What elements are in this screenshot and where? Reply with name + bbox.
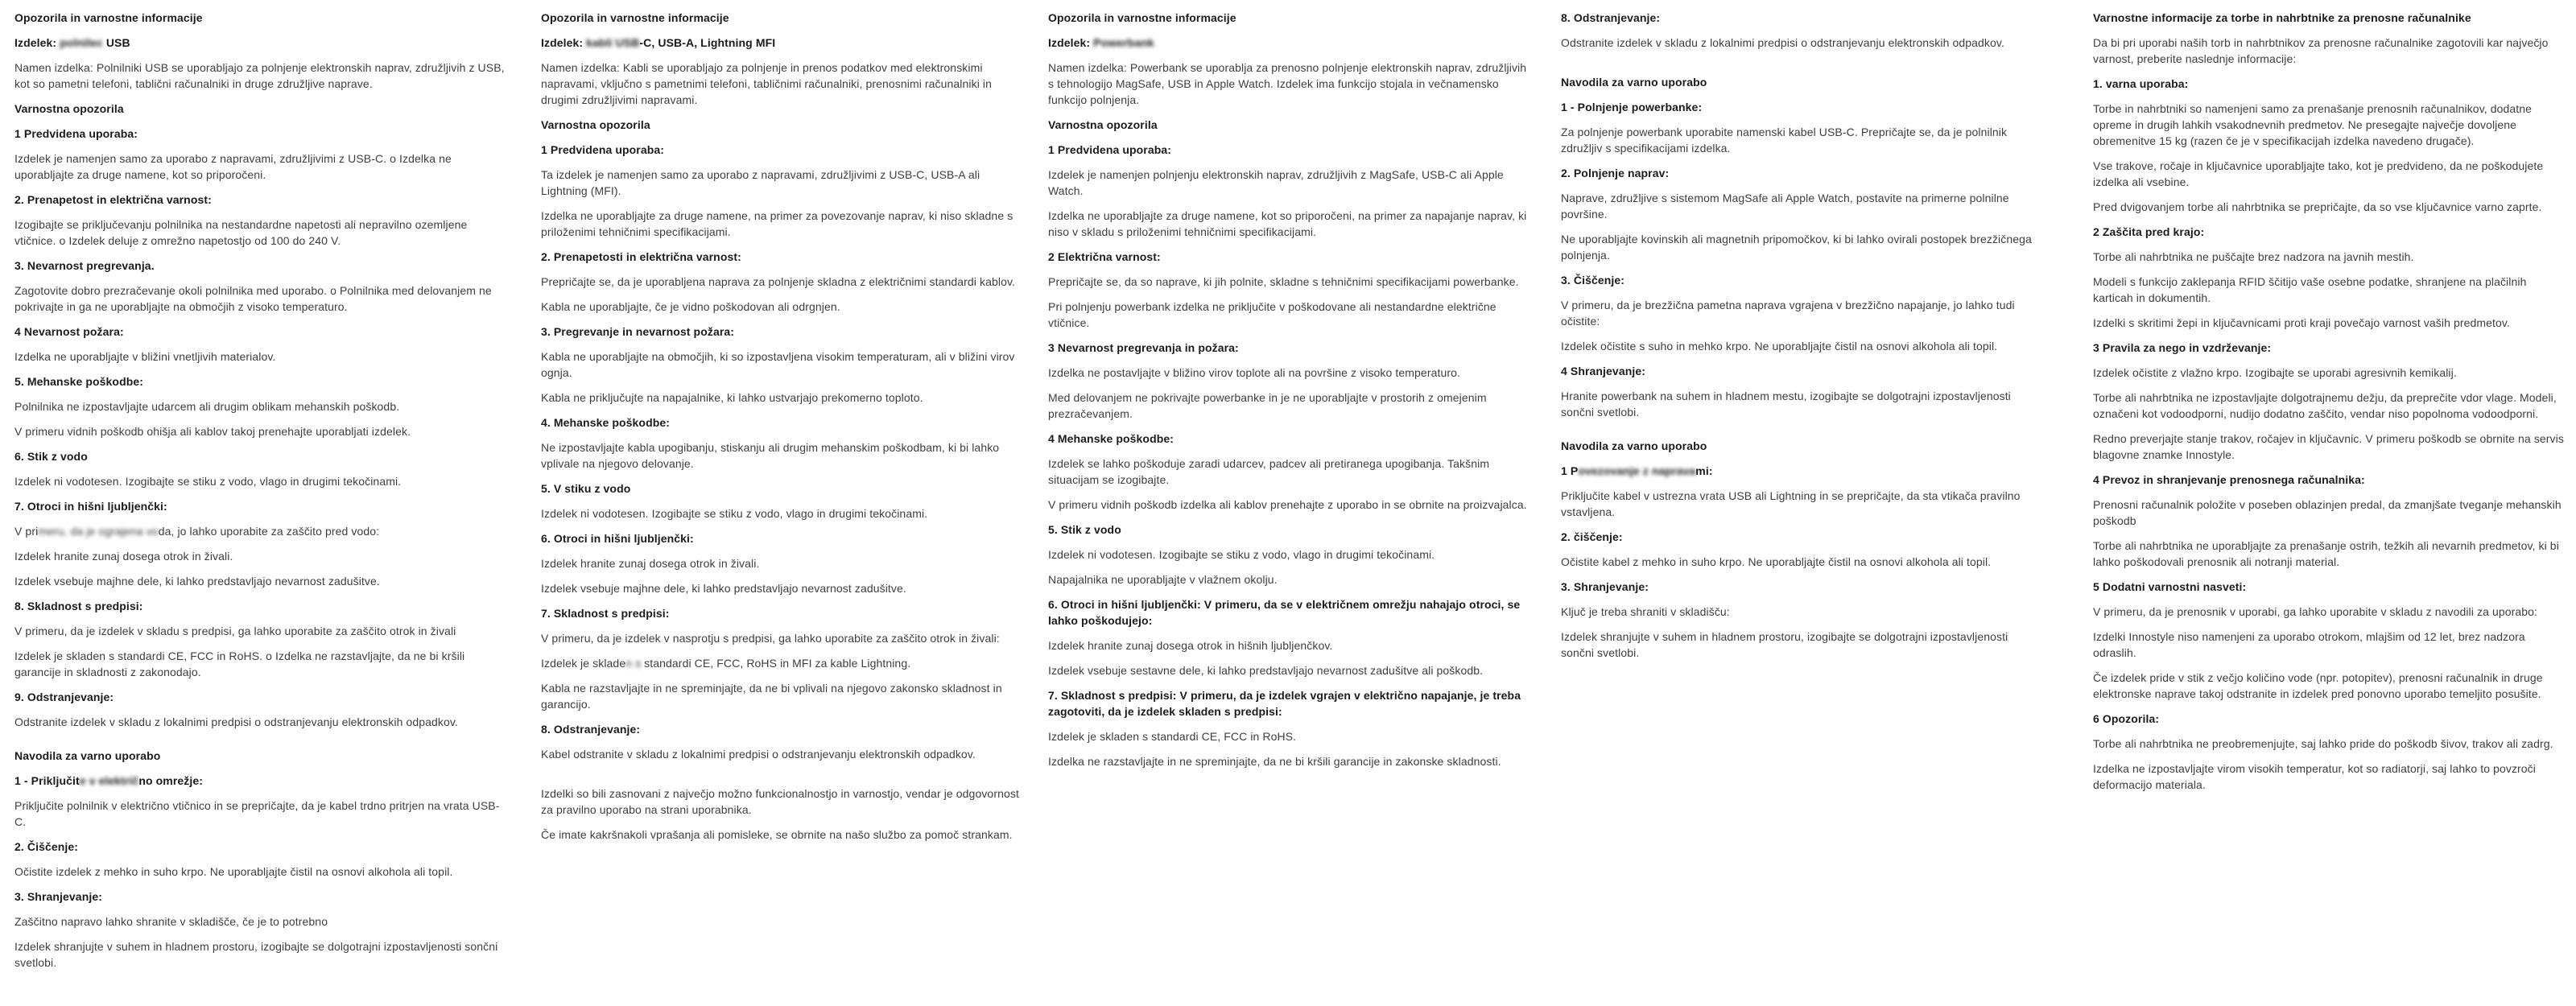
text-segment: Izdelek: [541,36,587,49]
paragraph: Izdelek shranjujte v suhem in hladnem prostoru, izogibajte se dolgotrajni izpostavljenosti sončni svetlobi. [1561,630,2008,659]
section-heading: Varnostna opozorila [541,118,650,131]
section-heading: 4. Mehanske poškodbe: [541,416,671,429]
paragraph: Izdelek vsebuje sestavne dele, ki lahko predstavljajo nevarnost zadušitve ali poškodb. [1048,664,1484,677]
text-segment: USB [102,36,130,49]
section-heading: 3. Pregrevanje in nevarnost požara: [541,325,735,338]
section-heading: 3 Nevarnost pregrevanja in požara: [1048,341,1239,354]
paragraph: Izdelek očistite s suho in mehko krpo. Ne uporabljajte čistil na osnovi alkohola ali topil. [1561,340,1998,353]
text-segment: no omrežje: [138,774,204,787]
section-heading: 1 Predvidena uporaba: [14,127,138,140]
column-4 [1561,10,2044,670]
redacted-text: polnilec [60,36,103,49]
paragraph: Izdelek ni vodotesen. Izogibajte se stiku z vodo, vlago in drugimi tekočinami. [541,507,928,520]
paragraph: V primeru, da je izdelek v skladu s predpisi, ga lahko uporabite za zaščito otrok in živali [14,625,456,637]
paragraph: Izogibajte se priključevanju polnilnika na nestandardne napetosti ali nepravilno ozemljene vtičnice. o Izdelek deluje z omrežno napetostjo od 100 do 240 V. [14,218,468,247]
paragraph: Izdelek vsebuje majhne dele, ki lahko predstavljajo nevarnost zadušitve. [14,575,380,588]
section-heading: 2 Zaščita pred krajo: [2093,225,2205,238]
paragraph: Ne uporabljajte kovinskih ali magnetnih pripomočkov, ki bi lahko ovirali postopek brezžičnega polnjenja. [1561,233,2032,262]
section-heading: 6 Opozorila: [2093,712,2160,725]
section-heading: Opozorila in varnostne informacije [541,11,729,24]
paragraph: Če imate kakršnakoli vprašanja ali pomisleke, se obrnite na našo službo za pomoč strankam. [541,828,1013,841]
redacted-text: meru, da je ograjena vo [38,525,159,538]
paragraph: Očistite kabel z mehko in suho krpo. Ne uporabljajte čistil na osnovi alkohola ali topil. [1561,555,1992,568]
paragraph: Kabla ne priključujte na napajalnike, ki lahko ustvarjajo prekomerno toploto. [541,391,923,404]
section-heading: Varnostne informacije za torbe in nahrbtnike za prenosne računalnike [2093,11,2471,24]
section-heading [14,35,507,51]
paragraph: V primeru vidnih poškodb ohišja ali kablov takoj prenehajte uporabljati izdelek. [14,425,411,438]
section-heading: 4 Prevoz in shranjevanje prenosnega računalnika: [2093,473,2365,486]
paragraph: Zagotovite dobro prezračevanje okoli polnilnika med uporabo. o Polnilnika med delovanjem ne pokrivajte in ga ne uporabljajte na območjih z visoko temperaturo. [14,284,492,313]
section-heading: Navodila za varno uporabo [1561,439,1707,452]
paragraph: Za polnjenje powerbank uporabite namenski kabel USB-C. Prepričajte se, da je polnilnik združljiv s specifikacijami izdelka. [1561,126,2008,155]
section-heading: 8. Odstranjevanje: [1561,11,1661,24]
text-segment: standardi CE, FCC, RoHS in MFI za kable Lightning. [644,657,911,670]
paragraph: Izdelki Innostyle niso namenjeni za uporabo otrokom, mlajšim od 12 let, brez nadzora odraslih. [2093,630,2525,659]
paragraph: Torbe in nahrbtniki so namenjeni samo za prenašanje prenosnih računalnikov, dodatne opreme in drugih lahkih vsakodnevnih predmetov. Ne presegajte največje dovoljene obremenitve 15 kg (razen če je v specifikacijah izdelka navedeno drugače). [2093,102,2533,147]
section-heading: 7. Skladnost s predpisi: [541,607,670,620]
paragraph: Izdelek je namenjen samo za uporabo z napravami, združljivimi z USB-C. o Izdelka ne uporabljajte za druge namene, kot so priporočeni. [14,152,452,181]
section-heading [14,773,507,789]
paragraph: Torbe ali nahrbtnika ne izpostavljajte dolgotrajnemu dežju, da preprečite vdor vlage. Modeli, označeni kot vodoodporni, nudijo dodatno zaščito, vendar niso popolnoma vodoodporni. [2093,391,2557,420]
paragraph: Izdelek ni vodotesen. Izogibajte se stiku z vodo, vlago in drugimi tekočinami. [1048,548,1435,561]
section-heading [541,35,1024,51]
section-heading: 8. Odstranjevanje: [541,723,641,736]
section-heading: Opozorila in varnostne informacije [14,11,203,24]
paragraph: Priključite kabel v ustrezna vrata USB ali Lightning in se prepričajte, da sta vtikača pravilno vstavljena. [1561,489,2021,518]
paragraph: V primeru, da je izdelek v nasprotju s predpisi, ga lahko uporabite za zaščito otrok in živali: [541,632,1000,645]
paragraph: Izdelek je namenjen polnjenju elektronskih naprav, združljivih z MagSafe, USB-C ali Apple Watch. [1048,168,1504,197]
paragraph: Pri polnjenju powerbank izdelka ne priključite v poškodovane ali nestandardne električne vtičnice. [1048,300,1496,329]
text-segment: -C, USB-A, Lightning MFI [639,36,776,49]
paragraph: Izdelek hranite zunaj dosega otrok in hišnih ljubljenčkov. [1048,639,1333,652]
paragraph: Hranite powerbank na suhem in hladnem mestu, izogibajte se dolgotrajni izpostavljenosti sončni svetlobi. [1561,390,2011,418]
section-heading: Varnostna opozorila [1048,118,1158,131]
redacted-text: kabli USB [586,36,640,49]
text-segment: mi: [1695,464,1713,477]
section-heading: 3. Čiščenje: [1561,274,1625,287]
spacer [1561,60,2044,74]
section-heading [1561,463,2044,479]
paragraph: Priključite polnilnik v električno vtičnico in se prepričajte, da je kabel trdno pritrjen na vrata USB-C. [14,799,500,828]
section-heading: 5. V stiku z vodo [541,482,631,495]
paragraph: Vse trakove, ročaje in ključavnice uporabljajte tako, kot je predvideno, da ne poškodujete izdelka ali vsebine. [2093,159,2544,188]
paragraph: V primeru vidnih poškodb izdelka ali kablov prenehajte z uporabo in se obrnite na proizvajalca. [1048,498,1527,511]
paragraph: Kabla ne razstavljajte in ne spreminjajte, da ne bi vplivali na njegovo zakonsko skladnost in garancijo. [541,682,1002,711]
column-3 [1048,10,1531,778]
paragraph: Da bi pri uporabi naših torb in nahrbtnikov za prenosne računalnike zagotovili kar največjo varnost, preberite naslednje informacije: [2093,36,2549,65]
paragraph: Izdelka ne uporabljajte za druge namene, kot so priporočeni, na primer za napajanje naprav, ki niso v skladu s priloženimi tehničnimi specifikacijami. [1048,209,1527,238]
redacted-text: Powerbank [1093,36,1154,49]
column-2 [541,10,1024,851]
section-heading: 2. Prenapetost in električna varnost: [14,193,212,206]
paragraph: Ta izdelek je namenjen samo za uporabo z napravami, združljivimi z USB-C, USB-A ali Lightning (MFI). [541,168,980,197]
paragraph: Kabla ne uporabljajte na območjih, ki so izpostavljena visokim temperaturam, ali v bližini virov ognja. [541,350,1015,379]
section-heading: 6. Otroci in hišni ljubljenčki: [541,532,694,545]
section-heading: 2. Polnjenje naprav: [1561,167,1670,179]
paragraph: V primeru, da je prenosnik v uporabi, ga lahko uporabite v skladu z navodili za uporabo: [2093,605,2538,618]
text-segment: da, jo lahko uporabite za zaščito pred vodo: [158,525,380,538]
paragraph: Namen izdelka: Powerbank se uporablja za prenosno polnjenje elektronskih naprav, združljivih s tehnologijo MagSafe, USB in Apple Watch. Izdelek ima funkcijo stojala in večnamensko funkcijo polnjenja. [1048,61,1527,106]
paragraph: Izdelek se lahko poškoduje zaradi udarcev, padcev ali pretiranega upogibanja. Takšnim situacijam se izogibajte. [1048,457,1490,486]
paragraph: Polnilnika ne izpostavljajte udarcem ali drugim oblikam mehanskih poškodb. [14,400,400,413]
paragraph: Kabla ne uporabljajte, če je vidno poškodovan ali odrgnjen. [541,300,840,313]
section-heading: 3. Shranjevanje: [14,890,102,903]
section-heading: 5. Mehanske poškodbe: [14,375,144,388]
section-heading: 9. Odstranjevanje: [14,691,114,703]
spacer [14,739,507,748]
section-heading: 3. Nevarnost pregrevanja. [14,259,155,272]
redacted-text: ovezovanje z naprava [1578,464,1696,477]
paragraph: Torbe ali nahrbtnika ne preobremenjujte, saj lahko pride do poškodb šivov, trakov ali zadrg. [2093,737,2553,750]
paragraph: Izdelek je skladen s standardi CE, FCC in RoHS. [1048,730,1297,743]
spacer [1561,429,2044,438]
paragraph: Izdelka ne uporabljajte v bližini vnetljivih materialov. [14,350,276,363]
paragraph: Namen izdelka: Polnilniki USB se uporabljajo za polnjenje elektronskih naprav, združljivih z USB, kot so pametni telefoni, tablični računalniki in druge združljive naprave. [14,61,505,90]
redacted-text: n s [625,657,645,670]
section-heading: 2. čiščenje: [1561,530,1623,543]
text-segment: Izdelek: [14,36,60,49]
paragraph: Prepričajte se, da je uporabljena naprava za polnjenje skladna z električnimi standardi kablov. [541,275,1016,288]
paragraph: Kabel odstranite v skladu z lokalnimi predpisi o odstranjevanju elektronskih odpadkov. [541,748,976,761]
paragraph: Izdelki s skritimi žepi in ključavnicami proti kraji povečajo varnost vaših predmetov. [2093,316,2510,329]
section-heading: 4 Mehanske poškodbe: [1048,432,1174,445]
paragraph: Naprave, združljive s sistemom MagSafe ali Apple Watch, postavite na primerne polnilne površine. [1561,192,2009,221]
spacer [541,771,1024,785]
section-heading: Navodila za varno uporabo [14,749,161,762]
paragraph: Torbe ali nahrbtnika ne puščajte brez nadzora na javnih mestih. [2093,250,2414,263]
section-heading: 1 - Polnjenje powerbanke: [1561,101,1703,113]
column-5 [2093,10,2564,802]
paragraph: Pred dvigovanjem torbe ali nahrbtnika se prepričajte, da so vse ključavnice varno zaprte. [2093,200,2542,213]
section-heading: Varnostna opozorila [14,102,124,115]
paragraph: Odstranite izdelek v skladu z lokalnimi predpisi o odstranjevanju elektronskih odpadkov. [1561,36,2004,49]
paragraph: Če izdelek pride v stik z večjo količino vode (npr. potopitev), prenosni računalnik in druge elektronske naprave takoj odstranite in izdelek pred ponovno uporabo temeljito posušite. [2093,671,2543,700]
paragraph [541,655,1024,671]
section-heading: 2 Električna varnost: [1048,250,1161,263]
paragraph: Namen izdelka: Kabli se uporabljajo za polnjenje in prenos podatkov med elektronskimi napravami, vključno s pametnimi telefoni, tabličnimi računalniki, prenosnimi računalniki in drugimi združljivimi napravami. [541,61,993,106]
paragraph: Ne izpostavljajte kabla upogibanju, stiskanju ali drugim mehanskim poškodbam, ki bi lahko vplivale na njegovo delovanje. [541,441,1000,470]
paragraph: Izdelek vsebuje majhne dele, ki lahko predstavljajo nevarnost zadušitve. [541,582,906,595]
paragraph: Izdelek shranjujte v suhem in hladnem prostoru, izogibajte se dolgotrajni izpostavljenosti sončni svetlobi. [14,940,498,969]
section-heading [1048,35,1531,51]
section-heading: 8. Skladnost s predpisi: [14,600,143,612]
text-segment: V pri [14,525,39,538]
paragraph: Napajalnika ne uporabljajte v vlažnem okolju. [1048,573,1278,586]
text-segment: Izdelek: [1048,36,1094,49]
paragraph: Izdelek ni vodotesen. Izogibajte se stiku z vodo, vlago in drugimi tekočinami. [14,475,402,488]
paragraph: Torbe ali nahrbtnika ne uporabljajte za prenašanje ostrih, težkih ali nevarnih predmetov, ki bi lahko poškodovali prenosnik ali notranji material. [2093,539,2559,568]
column-1 [14,10,507,979]
section-heading: 2. Prenapetosti in električna varnost: [541,250,741,263]
section-heading: 7. Skladnost s predpisi: V primeru, da je izdelek vgrajen v električno napajanje, je treba zagotoviti, da je izdelek skladen s predpisi: [1048,689,1521,718]
paragraph: Redno preverjajte stanje trakov, ročajev in ključavnic. V primeru poškodb se obrnite na servis blagovne znamke Innostyle. [2093,432,2564,461]
paragraph: Izdelka ne postavljajte v bližino virov toplote ali na površine z visoko temperaturo. [1048,366,1460,379]
section-heading: 2. Čiščenje: [14,840,79,853]
section-heading: 4 Shranjevanje: [1561,365,1645,377]
paragraph: Prenosni računalnik položite v poseben oblazinjen predal, da zmanjšate tveganje mehanskih poškodb [2093,498,2562,527]
section-heading: 5 Dodatni varnostni nasveti: [2093,580,2247,593]
paragraph: V primeru, da je brezžična pametna naprava vgrajena v brezžično napajanje, jo lahko tudi očistite: [1561,299,2015,328]
paragraph: Izdelki so bili zasnovani z največjo možno funkcionalnostjo in varnostjo, vendar je odgovornost za pravilno uporabo na strani uporabnika. [541,787,1019,816]
section-heading: 5. Stik z vodo [1048,523,1121,536]
section-heading: 7. Otroci in hišni ljubljenčki: [14,500,167,513]
paragraph: Izdelek hranite zunaj dosega otrok in živali. [14,550,233,563]
section-heading: 1 Predvidena uporaba: [541,143,665,156]
paragraph: Izdelka ne uporabljajte za druge namene, na primer za povezovanje naprav, ki niso skladne s priloženimi tehničnimi specifikacijami. [541,209,1013,238]
section-heading: 4 Nevarnost požara: [14,325,124,338]
redacted-text: e v električ [79,774,139,787]
text-segment: 1 P [1561,464,1579,477]
paragraph: Med delovanjem ne pokrivajte powerbanke in je ne uporabljajte v prostorih z omejenim prezračevanjem. [1048,391,1487,420]
paragraph: Izdelka ne izpostavljajte virom visokih temperatur, kot so radiatorji, saj lahko to povzroči deformacijo materiala. [2093,762,2536,791]
section-heading: 1 Predvidena uporaba: [1048,143,1172,156]
text-segment: 1 - Priključit [14,774,80,787]
paragraph: Ključ je treba shraniti v skladišču: [1561,605,1730,618]
section-heading: 1. varna uporaba: [2093,77,2189,90]
paragraph: Modeli s funkcijo zaklepanja RFID ščitijo vaše osebne podatke, shranjene na plačilnih karticah in dokumentih. [2093,275,2527,304]
paragraph: Očistite izdelek z mehko in suho krpo. Ne uporabljajte čistil na osnovi alkohola ali topil. [14,865,453,878]
paragraph: Izdelek je skladen s standardi CE, FCC in RoHS. o Izdelka ne razstavljajte, da ne bi kršili garancije in skladnosti z zakonodajo. [14,649,465,678]
text-segment: Izdelek je sklade [541,657,626,670]
paragraph: Izdelka ne razstavljajte in ne spreminjajte, da ne bi kršili garancije in zakonske skladnosti. [1048,755,1501,768]
section-heading: 3. Shranjevanje: [1561,580,1649,593]
paragraph: Zaščitno napravo lahko shranite v skladišče, če je to potrebno [14,915,328,928]
section-heading: Navodila za varno uporabo [1561,76,1707,89]
paragraph: Prepričajte se, da so naprave, ki jih polnite, skladne s tehničnimi specifikacijami powerbanke. [1048,275,1519,288]
paragraph: Izdelek hranite zunaj dosega otrok in živali. [541,557,760,570]
paragraph [14,523,507,539]
section-heading: 3 Pravila za nego in vzdrževanje: [2093,341,2272,354]
section-heading: Opozorila in varnostne informacije [1048,11,1236,24]
section-heading: 6. Stik z vodo [14,450,88,463]
paragraph: Izdelek očistite z vlažno krpo. Izogibajte se uporabi agresivnih kemikalij. [2093,366,2457,379]
paragraph: Odstranite izdelek v skladu z lokalnimi predpisi o odstranjevanju elektronskih odpadkov. [14,715,458,728]
section-heading: 6. Otroci in hišni ljubljenčki: V primeru, da se v električnem omrežju nahajajo otroci, se lahko poškodujejo: [1048,598,1521,627]
